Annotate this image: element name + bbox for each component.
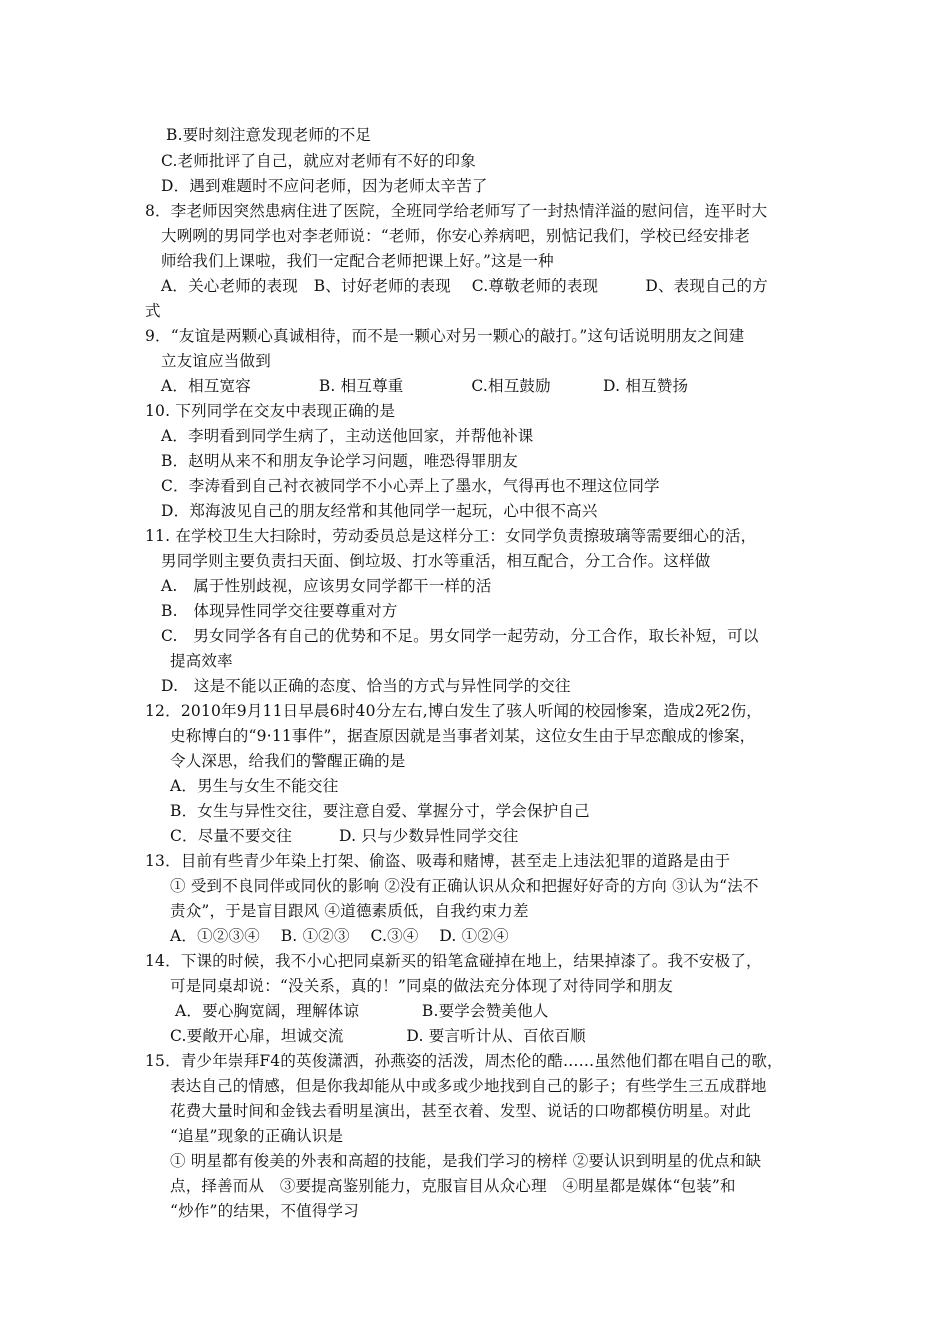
q10-option-b: B．赵明从来不和朋友争论学习问题，唯恐得罪朋友	[161, 452, 518, 470]
q13-stem: 13．目前有些青少年染上打架、偷盗、吸毒和赌博，甚至走上违法犯罪的道路是由于	[145, 852, 731, 870]
q7-option-b: B.要时刻注意发现老师的不足	[166, 126, 372, 144]
q11-option-a: A. 属于性别歧视，应该男女同学都干一样的活	[161, 577, 492, 595]
q15-statements-line-3: “炒作”的结果，不值得学习	[170, 1202, 359, 1220]
q12-stem-line-2: 史称博白的“9·11事件”，据查原因就是当事者刘某，这位女生由于早恋酿成的惨案，	[170, 727, 756, 745]
q8-stem-line-3: 师给我们上课啦，我们一定配合老师把课上好。”这是一种	[161, 252, 554, 270]
q14-options-cd: C.要敞开心扉，坦诚交流 D. 要言听计从、百依百顺	[170, 1027, 586, 1045]
q15-stem-line-2: 表达自己的情感，但是你我却能从中或多或少地找到自己的影子；有些学生三五成群地	[170, 1077, 767, 1095]
q11-option-d: D. 这是不能以正确的态度、恰当的方式与异性同学的交往	[161, 677, 571, 695]
q15-stem-line-3: 花费大量时间和金钱去看明星演出，甚至衣着、发型、说话的口吻都模仿明星。对此	[170, 1102, 751, 1120]
q15-statements-line-2: 点，择善而从 ③要提高鉴别能力，克服盲目从众心理 ④明星都是媒体“包装”和	[170, 1177, 736, 1195]
q14-options-ab: A．要心胸宽阔，理解体谅 B.要学会赞美他人	[175, 1002, 549, 1020]
q7-option-c: C.老师批评了自己，就应对老师有不好的印象	[161, 152, 476, 170]
q10-option-a: A．李明看到同学生病了，主动送他回家，并帮他补课	[161, 427, 534, 445]
q13-statements-line-1: ① 受到不良同伴或同伙的影响 ②没有正确认识从众和把握好好奇的方向 ③认为“法不	[170, 877, 759, 895]
q15-stem-line-4: “追星”现象的正确认识是	[170, 1127, 344, 1145]
q15-stem-line-1: 15．青少年崇拜F4的英俊潇洒，孙燕姿的活泼，周杰伦的酷……虽然他们都在唱自己的歌，	[145, 1052, 783, 1070]
q12-option-a: A．男生与女生不能交往	[170, 777, 339, 795]
q10-option-c: C．李涛看到自己衬衣被同学不小心弄上了墨水，气得再也不理这位同学	[161, 477, 660, 495]
q11-stem-line-2: 男同学则主要负责扫天面、倒垃圾、打水等重活，相互配合，分工合作。这样做	[161, 552, 711, 570]
q14-stem-line-2: 可是同桌却说：“没关系，真的！”同桌的做法充分体现了对待同学和朋友	[170, 977, 673, 995]
q11-option-c-wrap: 提高效率	[170, 652, 233, 670]
q8-options-wrap: 式	[145, 302, 161, 320]
q9-stem-line-2: 立友谊应当做到	[161, 352, 271, 370]
q13-statements-line-2: 责众”，于是盲目跟风 ④道德素质低，自我约束力差	[170, 902, 529, 920]
q10-stem: 10. 下列同学在交友中表现正确的是	[145, 402, 396, 420]
q15-statements-line-1: ① 明星都有俊美的外表和高超的技能，是我们学习的榜样 ②要认识到明星的优点和缺	[170, 1152, 762, 1170]
q11-option-c: C. 男女同学各有自己的优势和不足。男女同学一起劳动，分工合作，取长补短，可以	[161, 627, 759, 645]
q12-option-b: B．女生与异性交往，要注意自爱、掌握分寸，学会保护自己	[170, 802, 590, 820]
q12-stem-line-1: 12．2010年9月11日早晨6时40分左右,博白发生了骇人听闻的校园惨案，造成2死2伤，	[145, 702, 762, 720]
q14-stem-line-1: 14．下课的时候，我不小心把同桌新买的铅笔盒碰掉在地上，结果掉漆了。我不安极了，	[145, 952, 762, 970]
q9-options: A．相互宽容 B. 相互尊重 C.相互鼓励 D. 相互赞扬	[161, 377, 689, 395]
q8-stem-line-2: 大咧咧的男同学也对李老师说：“老师，你安心养病吧，别惦记我们，学校已经安排老	[161, 227, 751, 245]
q10-option-d: D．郑海波见自己的朋友经常和其他同学一起玩，心中很不高兴	[161, 502, 598, 520]
q12-option-cd: C．尽量不要交往 D. 只与少数异性同学交往	[170, 827, 519, 845]
q7-option-d: D．遇到难题时不应问老师，因为老师太辛苦了	[161, 177, 488, 195]
q12-stem-line-3: 令人深思，给我们的警醒正确的是	[170, 752, 406, 770]
q8-options: A．关心老师的表现 B、讨好老师的表现 C.尊敬老师的表现 D、表现自己的方	[161, 277, 768, 295]
q11-option-b: B. 体现异性同学交往要尊重对方	[161, 602, 398, 620]
q8-stem-line-1: 8．李老师因突然患病住进了医院，全班同学给老师写了一封热情洋溢的慰问信，连平时大	[145, 202, 768, 220]
q9-stem-line-1: 9．“友谊是两颗心真诚相待，而不是一颗心对另一颗心的敲打。”这句话说明朋友之间建	[145, 327, 745, 345]
q11-stem-line-1: 11. 在学校卫生大扫除时，劳动委员总是这样分工：女同学负责擦玻璃等需要细心的活，	[145, 527, 757, 545]
q13-options: A．①②③④ B. ①②③ C.③④ D. ①②④	[170, 927, 509, 945]
